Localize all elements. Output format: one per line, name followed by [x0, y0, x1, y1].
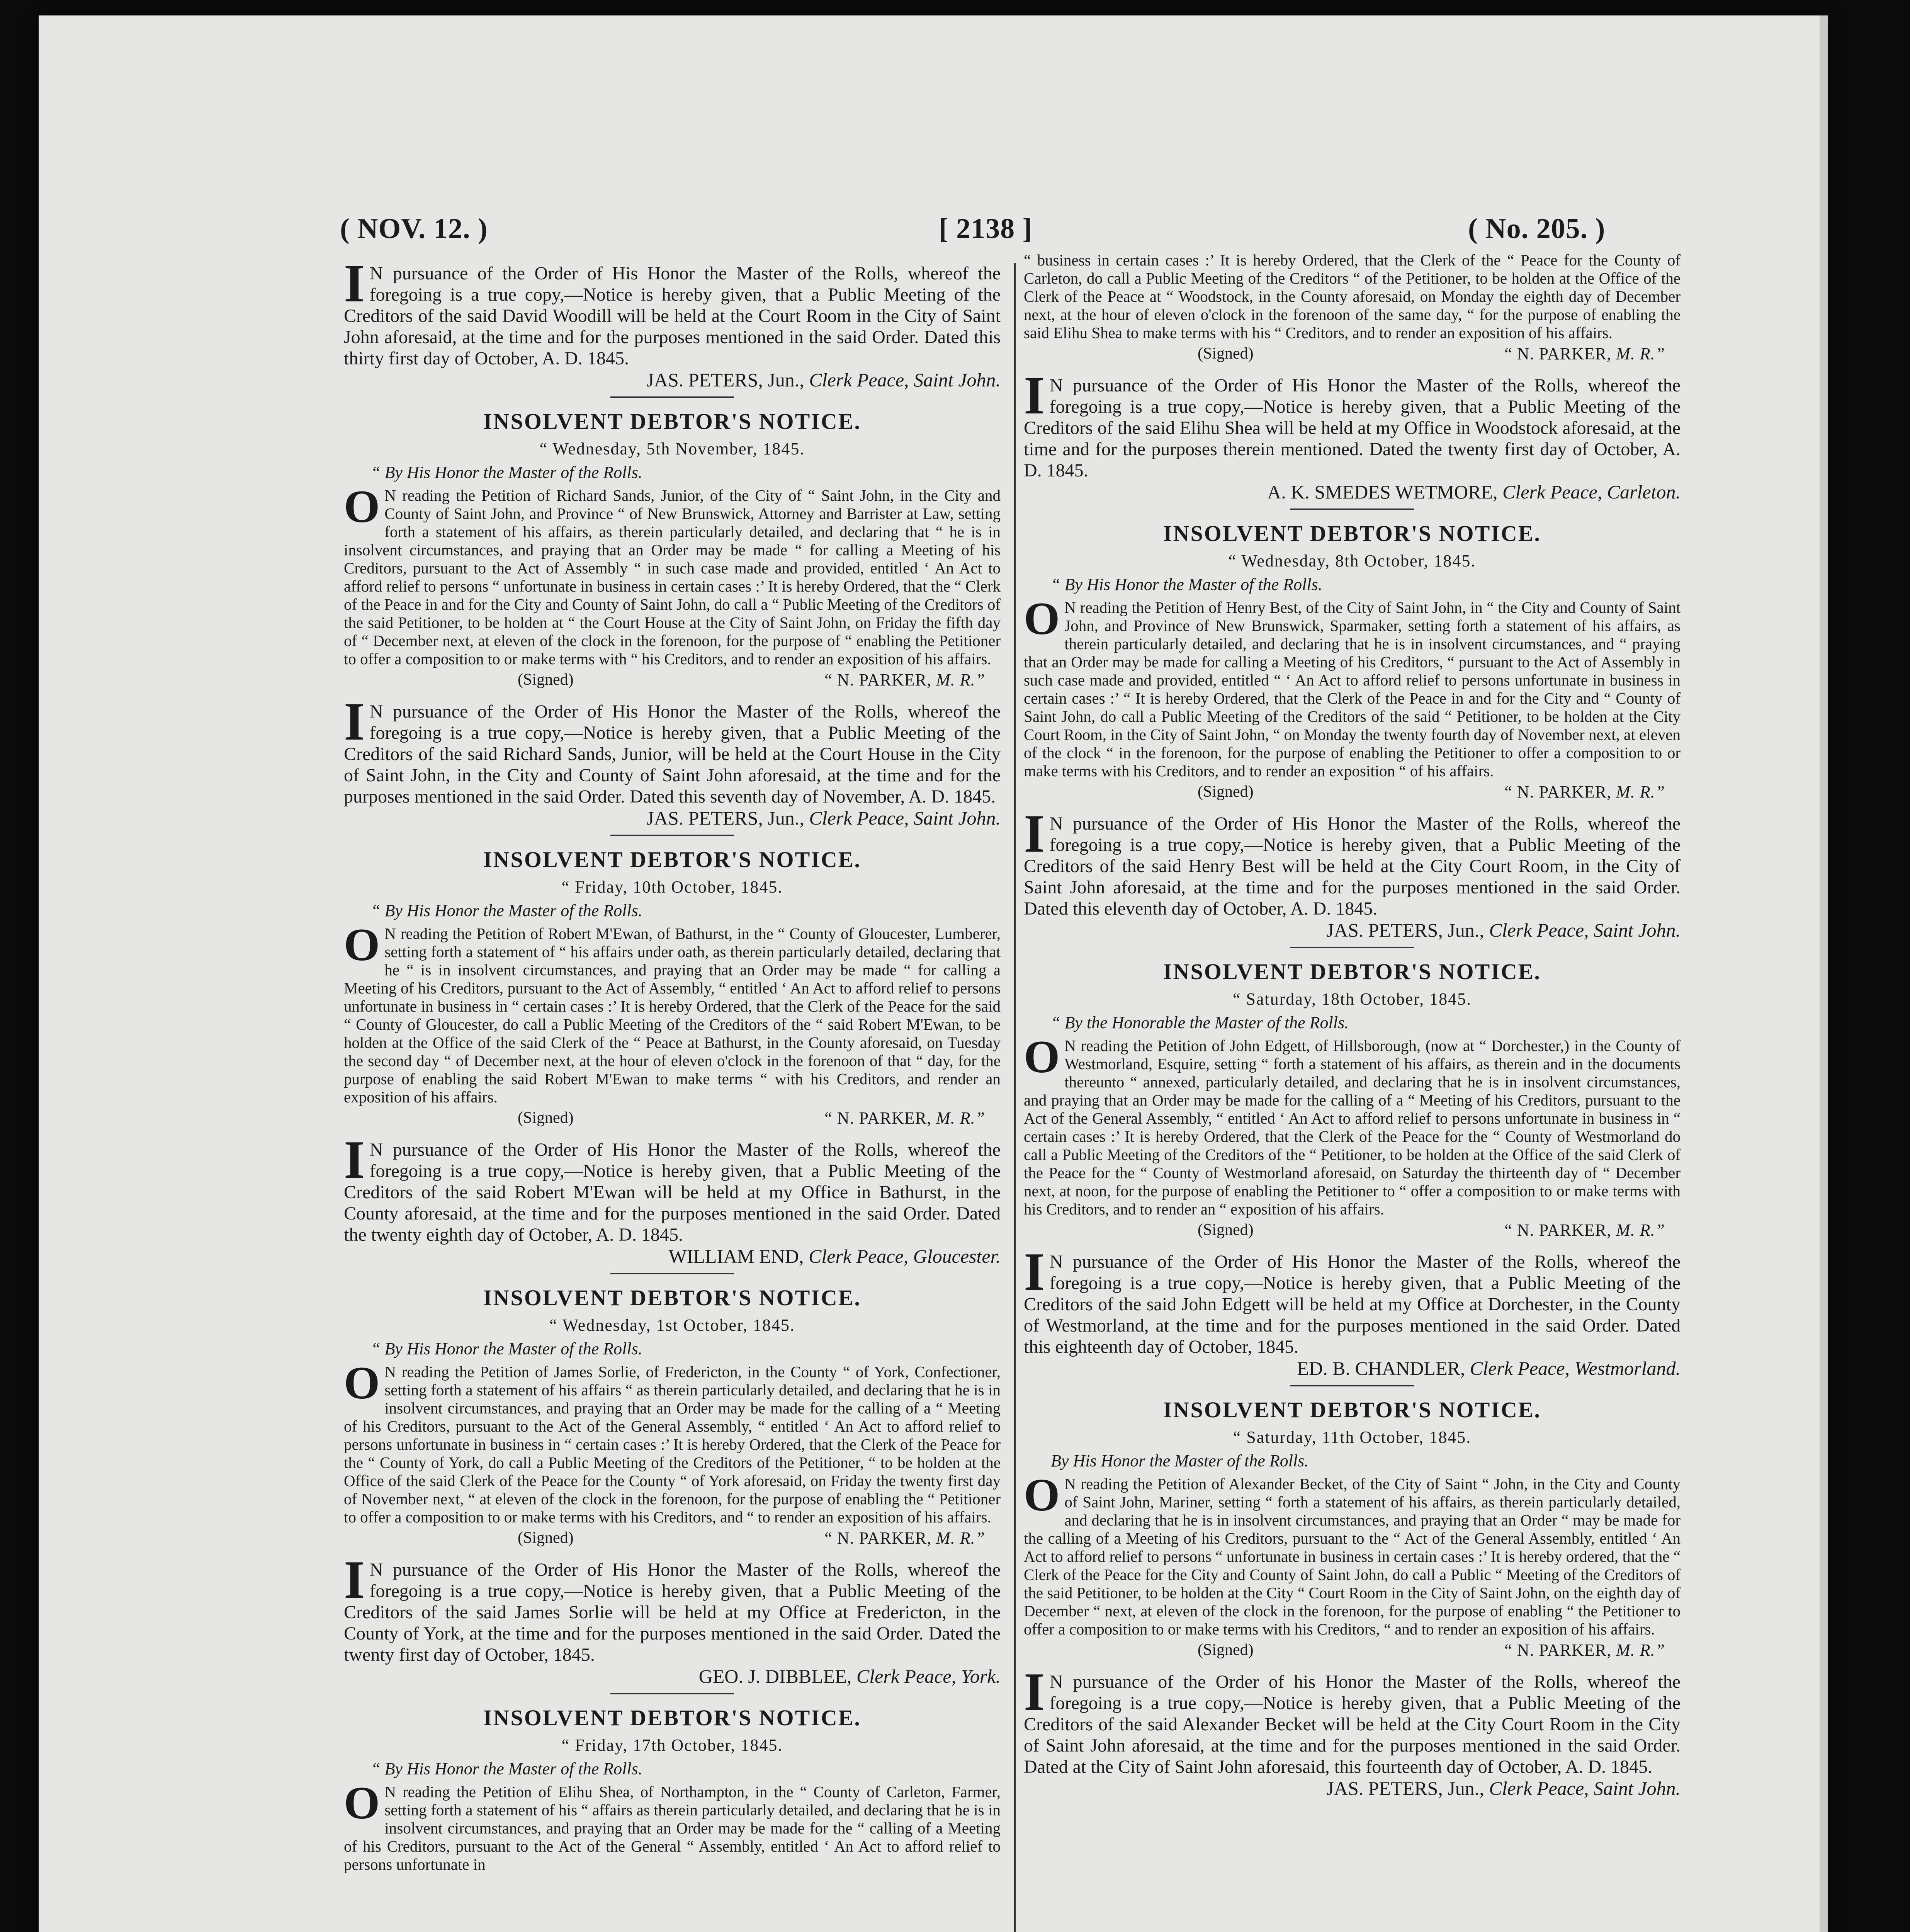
order-authority: By His Honor the Master of the Rolls.: [1051, 1451, 1309, 1470]
header-date: ( NOV. 12. ): [340, 213, 488, 245]
section-heading: INSOLVENT DEBTOR'S NOTICE.: [483, 1285, 861, 1310]
signed-line: [1024, 344, 1681, 364]
drop-cap: O: [344, 1777, 380, 1828]
order-body: [344, 1357, 1001, 1526]
creditors-meeting-notice: [1024, 1662, 1681, 1777]
signatory-name: GEO. J. DIBBLEE,: [698, 1665, 856, 1687]
notice-text: pursuance of the Order of His Honor the Master of the Rolls, whereof the foregoing is a true copy,—Notice is hereby given, that a Public Meeting of the Creditors of the said Elihu Shea will be held at my Office in Woodstock aforesaid, at the time and for the purposes therein mentioned. Dated the twenty first day of October, A. D. 1845.: [1024, 375, 1681, 481]
signatory-office: Clerk Peace, Westmorland.: [1470, 1357, 1681, 1379]
signed-line: [344, 1108, 1001, 1128]
order-text: N reading the Petition of Richard Sands, Junior, of the City of “ Saint John, in the City and County of Saint John, and Province “ of New Brunswick, Attorney and Barrister at Law, setting forth a statement of his affairs, as therein particularly detailed, and declaring that “ he is in insolvent circumstances, and praying that an Order may be made “ for calling a Meeting of his Creditors, pursuant to the Act of Assembly “ in such case made and provided, entitled ‘ An Act to afford relief to persons “ unfortunate in business in certain cases :’ It is hereby Ordered, that the “ Clerk of the Peace in and for the City and County of Saint John, do call a “ Public Meeting of the Creditors of the said Petitioner, to be holden at “ the Court House at the City of Saint John, on Friday the fifth day of “ December next, at eleven of the clock in the forenoon, for the purpose of “ enabling the Petitioner to offer a composition to or make terms with “ his Creditors, and to render an exposition of his affairs.: [344, 486, 1001, 668]
signature-line: [1024, 1358, 1681, 1379]
lead-letters: N: [369, 701, 384, 722]
drop-cap: O: [1024, 1031, 1060, 1082]
section-heading: INSOLVENT DEBTOR'S NOTICE.: [1163, 959, 1541, 984]
divider: [610, 835, 734, 836]
notice-text: pursuance of the Order of his Honor the Master of the Rolls, whereof the foregoing is a true copy,—Notice is hereby given, that a Public Meeting of the Creditors of the said Alexander Becket will be held at the City Court Room in the City of Saint John aforesaid, at the time and for the purposes mentioned in the said Order. Dated at the City of Saint John aforesaid, this fourteenth day of October, A. D. 1845.: [1024, 1672, 1681, 1777]
signed-label: (Signed): [518, 1109, 574, 1127]
master-title: M. R.”: [1616, 1641, 1665, 1660]
signed-line: [1024, 1640, 1681, 1660]
notice-section-sands: [344, 411, 1001, 836]
order-text: N reading the Petition of Henry Best, of the City of Saint John, in “ the City and County of Saint John, and Province of New Brunswick, Sparmaker, setting forth a statement of his affairs, as therein particularly detailed, and declaring that he is in insolvent circumstances, and “ praying that an Order may be made for calling a Meeting of his Creditors, “ pursuant to the Act of Assembly in such case made and provided, entitled “ ‘ An Act to afford relief to persons unfortunate in business in certain cases :’ “ It is hereby Ordered, that the Clerk of the Peace in and for the City and “ County of Saint John, do call a Public Meeting of the Creditors of the said “ Petitioner, to be holden at the City Court Room, in the City of Saint John, “ on Monday the twenty fourth day of November next, at eleven of the clock “ in the forenoon, for the purpose of enabling the Petitioner to offer a composition to or make terms with his Creditors, and to render an exposition “ of his affairs.: [1024, 599, 1681, 780]
order-text: N reading the Petition of John Edgett, of Hillsborough, (now at “ Dorchester,) in the County of Westmorland, Esquire, setting “ forth a statement of his affairs, as therein and in the documents thereunto “ annexed, particularly detailed, and declaring that he is in insolvent circumstances, and praying that an Order may be made for the calling of a “ Meeting of his Creditors, pursuant to the Act of the General Assembly, “ entitled ‘ An Act to afford relief to persons unfortunate in business in “ certain cases :’ It is hereby Ordered, that the Clerk of the Peace for the “ County of Westmorland do call a Public Meeting of the Creditors of the “ Petitioner, to be holden at the Office of the said Clerk of the Peace for the “ County of Westmorland aforesaid, on Saturday the thirteenth day of “ December next, at noon, for the purpose of enabling the Petitioner to “ offer a composition to or make terms with his Creditors, and to render an “ exposition of his affairs.: [1024, 1037, 1681, 1218]
left-column: [344, 263, 1001, 1932]
lead-letters: N: [1049, 1252, 1064, 1272]
drop-cap: O: [344, 919, 380, 970]
order-date: “ Wednesday, 1st October, 1845.: [549, 1316, 795, 1335]
master-name: “ N. PARKER,: [824, 1109, 936, 1128]
master-title: M. R.”: [1616, 782, 1665, 801]
lead-letters: N: [1049, 1672, 1064, 1692]
notice-text: pursuance of the Order of His Honor the Master of the Rolls, whereof the foregoing is a true copy,—Notice is hereby given, that a Public Meeting of the Creditors of the said David Woodill will be held at the Court Room in the City of Saint John aforesaid, at the time and for the purposes mentioned in the said Order. Dated this thirty first day of October, A. D. 1845.: [344, 263, 1001, 369]
creditors-meeting-notice: [1024, 1242, 1681, 1357]
order-authority: “ By His Honor the Master of the Rolls.: [371, 1339, 642, 1358]
drop-cap: O: [1024, 1469, 1060, 1520]
creditors-meeting-notice: [344, 1130, 1001, 1245]
divider: [1290, 1385, 1414, 1386]
signed-line: [344, 1528, 1001, 1548]
signed-line: [344, 670, 1001, 690]
section-heading: INSOLVENT DEBTOR'S NOTICE.: [483, 1705, 861, 1730]
drop-cap: I: [1024, 804, 1045, 864]
signatory-office: Clerk Peace, Gloucester.: [808, 1245, 1001, 1267]
column-rule: [1014, 263, 1016, 1932]
section-heading: INSOLVENT DEBTOR'S NOTICE.: [483, 847, 861, 872]
order-text: N reading the Petition of Elihu Shea, of Northampton, in the “ County of Carleton, Farmer, setting forth a statement of his “ affairs as therein particularly detailed, and declaring that he is in insolvent circumstances, and praying that an Order may be made for the “ calling of a Meeting of his Creditors, pursuant to the Act of the General “ Assembly, entitled ‘ An Act to afford relief to persons unfortunate in: [344, 1783, 1001, 1873]
creditors-meeting-notice: [344, 692, 1001, 807]
notice-text: pursuance of the Order of His Honor the Master of the Rolls, whereof the foregoing is a true copy,—Notice is hereby given, that a Public Meeting of the Creditors of the said John Edgett will be held at my Office at Dorchester, in the County of Westmorland, at the time and for the purposes mentioned in the said Order. Dated this eighteenth day of October, 1845.: [1024, 1252, 1681, 1357]
drop-cap: I: [344, 263, 365, 313]
notice-section-shea-continued: [1024, 251, 1681, 510]
signed-line: [1024, 782, 1681, 802]
notice-text: pursuance of the Order of His Honor the Master of the Rolls, whereof the foregoing is a true copy,—Notice is hereby given, that a Public Meeting of the Creditors of the said Robert M'Ewan will be held at my Office in Bathurst, in the County aforesaid, at the time and for the purposes mentioned in the said Order. Dated the twenty eighth day of October, A. D. 1845.: [344, 1139, 1001, 1245]
signature-line: [1024, 482, 1681, 502]
signature-line: [344, 808, 1001, 828]
signed-label: (Signed): [518, 671, 574, 689]
order-date: “ Saturday, 18th October, 1845.: [1232, 990, 1472, 1009]
drop-cap: O: [344, 481, 380, 532]
creditors-meeting-notice: [1024, 366, 1681, 481]
order-text: N reading the Petition of Alexander Becket, of the City of Saint “ John, in the City and County of Saint John, Mariner, setting “ forth a statement of his affairs, as therein particularly detailed, and declaring that he is in insolvent circumstances, and praying that an Order “ may be made for the calling of a Meeting of his Creditors, pursuant to the “ Act of the General Assembly, entitled ‘ An Act to afford relief to persons “ unfortunate in business in certain cases :’ It is hereby ordered, that the “ Clerk of the Peace for the City and County of Saint John, do call a Public “ Meeting of the Creditors of the said Petitioner, to be holden at the City “ Court Room in the City of Saint John, on the eighth day of December “ next, at eleven of the clock in the forenoon, for the purpose of enabling “ the Petitioner to offer a composition to or make terms with his Creditors, “ and to render an exposition of his affairs.: [1024, 1475, 1681, 1638]
signatory-office: Clerk Peace, Saint John.: [809, 807, 1001, 829]
order-body: [344, 481, 1001, 668]
order-text: N reading the Petition of James Sorlie, of Fredericton, in the County “ of York, Confectioner, setting forth a statement of his affairs “ as therein particularly detailed, and declaring that he is in insolvent circumstances, and praying that an Order may be made for the calling of a “ Meeting of his Creditors, pursuant to the Act of the General Assembly, “ entitled ‘ An Act to afford relief to persons unfortunate in business in “ certain cases :’ It is hereby Ordered, that the Clerk of the Peace for the “ County of York, do call a Public Meeting of the Creditors of the Petitioner, “ to be holden at the Office of the said Clerk of the Peace for the County “ of York aforesaid, on Friday the twenty first day of November next, “ at eleven of the clock in the forenoon, for the purpose of enabling the “ Petitioner to offer a composition to or make terms with his Creditors, and “ to render an exposition of his affairs.: [344, 1363, 1001, 1526]
drop-cap: I: [1024, 366, 1045, 425]
order-body: [344, 1777, 1001, 1874]
lead-letters: N: [369, 263, 384, 284]
master-name: “ N. PARKER,: [824, 670, 936, 689]
master-title: M. R.”: [936, 1529, 985, 1548]
drop-cap: I: [344, 1550, 365, 1610]
signatory-name: WILLIAM END,: [668, 1245, 809, 1267]
lead-letters: N: [1049, 375, 1064, 396]
gazette-page: [39, 15, 1828, 1932]
signature-line: [1024, 1778, 1681, 1799]
order-body: [1024, 1469, 1681, 1638]
right-column: [1024, 251, 1681, 1932]
order-body: [344, 919, 1001, 1106]
signatory-office: Clerk Peace, Carleton.: [1502, 481, 1681, 503]
divider: [610, 1273, 734, 1274]
order-text: N reading the Petition of Robert M'Ewan, of Bathurst, in the “ County of Gloucester, Lumberer, setting forth a statement of “ his affairs under oath, as therein particularly detailed, declaring that he “ is in insolvent circumstances, and praying that an Order may be made “ for calling a Meeting of his Creditors, pursuant to the Act of Assembly, “ entitled ‘ An Act to afford relief to persons unfortunate in business in “ certain cases :’ It is hereby Ordered, that the Clerk of the Peace for the said “ County of Gloucester, do call a Public Meeting of the Creditors of the “ said Robert M'Ewan, to be holden at the Office of the said Clerk of the “ Peace at Bathurst, in the County aforesaid, on Tuesday the second day “ of December next, at the hour of eleven o'clock in the forenoon of that “ day, for the purpose of enabling the said Robert M'Ewan to make terms “ with his Creditors, and render an exposition of his affairs.: [344, 925, 1001, 1106]
creditors-meeting-notice-woodill: [344, 263, 1001, 369]
notice-section-edgett: [1024, 961, 1681, 1386]
notice-text: pursuance of the Order of His Honor the Master of the Rolls, whereof the foregoing is a true copy,—Notice is hereby given, that a Public Meeting of the Creditors of the said Richard Sands, Junior, will be held at the Court House in the City of Saint John, in the City and County of Saint John aforesaid, at the time and for the purposes mentioned in the said Order. Dated this seventh day of November, A. D. 1845.: [344, 701, 1001, 807]
master-name: “ N. PARKER,: [1504, 1641, 1616, 1660]
master-name: “ N. PARKER,: [1504, 782, 1616, 801]
signature-line: [344, 370, 1001, 390]
signatory-office: Clerk Peace, Saint John.: [809, 369, 1001, 391]
master-title: M. R.”: [936, 670, 985, 689]
drop-cap: I: [344, 692, 365, 752]
signatory-name: JAS. PETERS, Jun.,: [646, 807, 809, 829]
master-name: “ N. PARKER,: [824, 1529, 936, 1548]
signatory-name: A. K. SMEDES WETMORE,: [1267, 481, 1502, 503]
drop-cap: I: [1024, 1662, 1045, 1722]
signature-line: [344, 1666, 1001, 1687]
section-heading: INSOLVENT DEBTOR'S NOTICE.: [483, 409, 861, 434]
notice-section-becket: [1024, 1397, 1681, 1799]
signatory-office: Clerk Peace, York.: [856, 1665, 1001, 1687]
section-heading: INSOLVENT DEBTOR'S NOTICE.: [1163, 1397, 1541, 1422]
signatory-name: JAS. PETERS, Jun.,: [646, 369, 809, 391]
order-body-continued: “ business in certain cases :’ It is hereby Ordered, that the Clerk of the “ Peace for the County of Carleton, do call a Public Meeting of the Creditors “ of the Petitioner, to be holden at the Office of the Clerk of the Peace at “ Woodstock, in the County aforesaid, on Monday the eighth day of December next, at the hour of eleven o'clock in the forenoon of the same day, “ for the purpose of enabling the said Elihu Shea to make terms with his “ Creditors, and to render an exposition of his affairs.: [1024, 251, 1681, 342]
drop-cap: O: [344, 1357, 380, 1408]
signatory-name: JAS. PETERS, Jun.,: [1326, 1777, 1489, 1799]
signed-label: (Signed): [1198, 1641, 1254, 1659]
divider: [610, 1693, 734, 1694]
order-authority: “ By His Honor the Master of the Rolls.: [371, 901, 642, 920]
lead-letters: N: [369, 1139, 384, 1160]
drop-cap: I: [1024, 1242, 1045, 1302]
notice-text: pursuance of the Order of His Honor the Master of the Rolls, whereof the foregoing is a true copy,—Notice is hereby given, that a Public Meeting of the Creditors of the said James Sorlie will be held at my Office at Fredericton, in the County of York, at the time and for the purposes mentioned in the said Order. Dated the twenty first day of October, 1845.: [344, 1560, 1001, 1665]
lead-letters: N: [369, 1560, 384, 1580]
signed-label: (Signed): [1198, 345, 1254, 362]
drop-cap: O: [1024, 593, 1060, 644]
signed-label: (Signed): [1198, 1221, 1254, 1239]
signatory-name: ED. B. CHANDLER,: [1297, 1357, 1470, 1379]
signed-label: (Signed): [518, 1529, 574, 1547]
order-authority: “ By His Honor the Master of the Rolls.: [1051, 575, 1322, 594]
notice-section-shea: [344, 1705, 1001, 1874]
divider: [1290, 509, 1414, 510]
master-title: M. R.”: [936, 1109, 985, 1128]
master-name: “ N. PARKER,: [1504, 1221, 1616, 1240]
signed-label: (Signed): [1198, 783, 1254, 801]
creditors-meeting-notice: [344, 1550, 1001, 1665]
notice-section-mcewan: [344, 849, 1001, 1274]
signature-line: [344, 1246, 1001, 1267]
order-body: [1024, 593, 1681, 780]
master-title: M. R.”: [1616, 1221, 1665, 1240]
lead-letters: N: [1049, 813, 1064, 834]
signed-line: [1024, 1220, 1681, 1240]
order-date: “ Saturday, 11th October, 1845.: [1233, 1428, 1472, 1447]
order-authority: “ By the Honorable the Master of the Rolls.: [1051, 1013, 1349, 1032]
header-page-number: [ 2138 ]: [939, 213, 1033, 245]
section-heading: INSOLVENT DEBTOR'S NOTICE.: [1163, 521, 1541, 546]
order-date: “ Wednesday, 5th November, 1845.: [539, 439, 805, 458]
signatory-office: Clerk Peace, Saint John.: [1489, 919, 1681, 941]
drop-cap: I: [344, 1130, 365, 1190]
notice-text: pursuance of the Order of His Honor the Master of the Rolls, whereof the foregoing is a true copy,—Notice is hereby given, that a Public Meeting of the Creditors of the said Henry Best will be held at the City Court Room, in the City of Saint John aforesaid, at the time and for the purposes mentioned in the said Order. Dated this eleventh day of October, A. D. 1845.: [1024, 813, 1681, 919]
order-authority: “ By His Honor the Master of the Rolls.: [371, 463, 642, 482]
signature-line: [1024, 920, 1681, 940]
notice-section-best: [1024, 523, 1681, 948]
signatory-office: Clerk Peace, Saint John.: [1489, 1777, 1681, 1799]
notice-section-sorlie: [344, 1287, 1001, 1694]
master-title: M. R.”: [1616, 344, 1665, 363]
master-name: “ N. PARKER,: [1504, 344, 1616, 363]
divider: [1290, 947, 1414, 948]
order-date: “ Friday, 10th October, 1845.: [561, 878, 783, 896]
header-issue-number: ( No. 205. ): [1468, 213, 1606, 245]
creditors-meeting-notice: [1024, 804, 1681, 919]
order-body: [1024, 1031, 1681, 1218]
order-date: “ Friday, 17th October, 1845.: [561, 1736, 783, 1755]
order-authority: “ By His Honor the Master of the Rolls.: [371, 1759, 642, 1778]
divider: [610, 396, 734, 398]
order-date: “ Wednesday, 8th October, 1845.: [1228, 551, 1476, 570]
signatory-name: JAS. PETERS, Jun.,: [1326, 919, 1489, 941]
